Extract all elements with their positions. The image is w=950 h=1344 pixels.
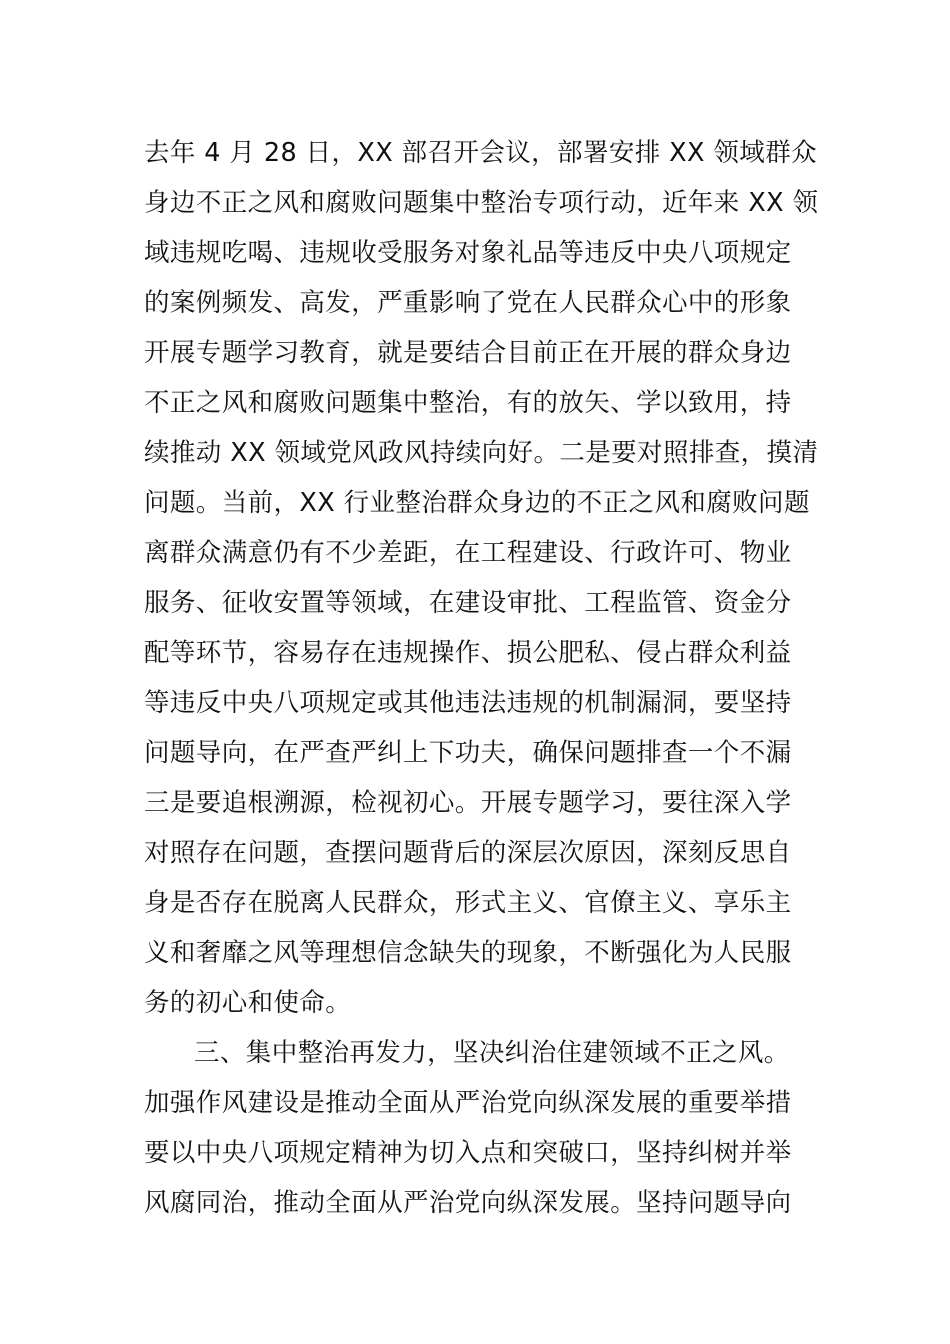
text-line: 加强作风建设是推动全面从严治党向纵深发展的重要举措: [144, 1088, 792, 1118]
text-line: 不正之风和腐败问题集中整治，有的放矢、学以致用，持: [144, 388, 792, 418]
text-line: 对照存在问题，查摆问题背后的深层次原因，深刻反思自: [144, 838, 792, 868]
text-line: 风腐同治，推动全面从严治党向纵深发展。坚持问题导向: [144, 1188, 792, 1218]
text-line: 续推动 XX 领域党风政风持续向好。二是要对照排查，摸清: [144, 438, 819, 468]
text-line: 去年 4 月 28 日，XX 部召开会议，部署安排 XX 领域群众: [144, 138, 817, 168]
text-line: 三是要追根溯源，检视初心。开展专题学习，要往深入学: [144, 788, 792, 818]
section-heading: 三、集中整治再发力，坚决纠治住建领域不正之风。: [194, 1038, 790, 1068]
text-line: 配等环节，容易存在违规操作、损公肥私、侵占群众利益: [144, 638, 792, 668]
text-line: 问题导向，在严查严纠上下功夫，确保问题排查一个不漏: [144, 738, 792, 768]
body-text: [144, 128, 824, 1228]
text-line: 的案例频发、高发，严重影响了党在人民群众心中的形象: [144, 288, 792, 318]
text-line: 要以中央八项规定精神为切入点和突破口，坚持纠树并举: [144, 1138, 792, 1168]
text-line: 等违反中央八项规定或其他违法违规的机制漏洞，要坚持: [144, 688, 792, 718]
text-line: 务的初心和使命。: [144, 988, 352, 1018]
text-line: 身边不正之风和腐败问题集中整治专项行动，近年来 XX 领: [144, 188, 819, 218]
text-line: 身是否存在脱离人民群众，形式主义、官僚主义、享乐主: [144, 888, 792, 918]
text-line: 开展专题学习教育，就是要结合目前正在开展的群众身边: [144, 338, 792, 368]
text-line: 服务、征收安置等领域，在建设审批、工程监管、资金分: [144, 588, 792, 618]
text-line: 域违规吃喝、违规收受服务对象礼品等违反中央八项规定: [144, 238, 792, 268]
text-line: 义和奢靡之风等理想信念缺失的现象，不断强化为人民服: [144, 938, 792, 968]
text-line: 离群众满意仍有不少差距，在工程建设、行政许可、物业: [144, 538, 792, 568]
text-line: 问题。当前，XX 行业整治群众身边的不正之风和腐败问题: [144, 488, 810, 518]
